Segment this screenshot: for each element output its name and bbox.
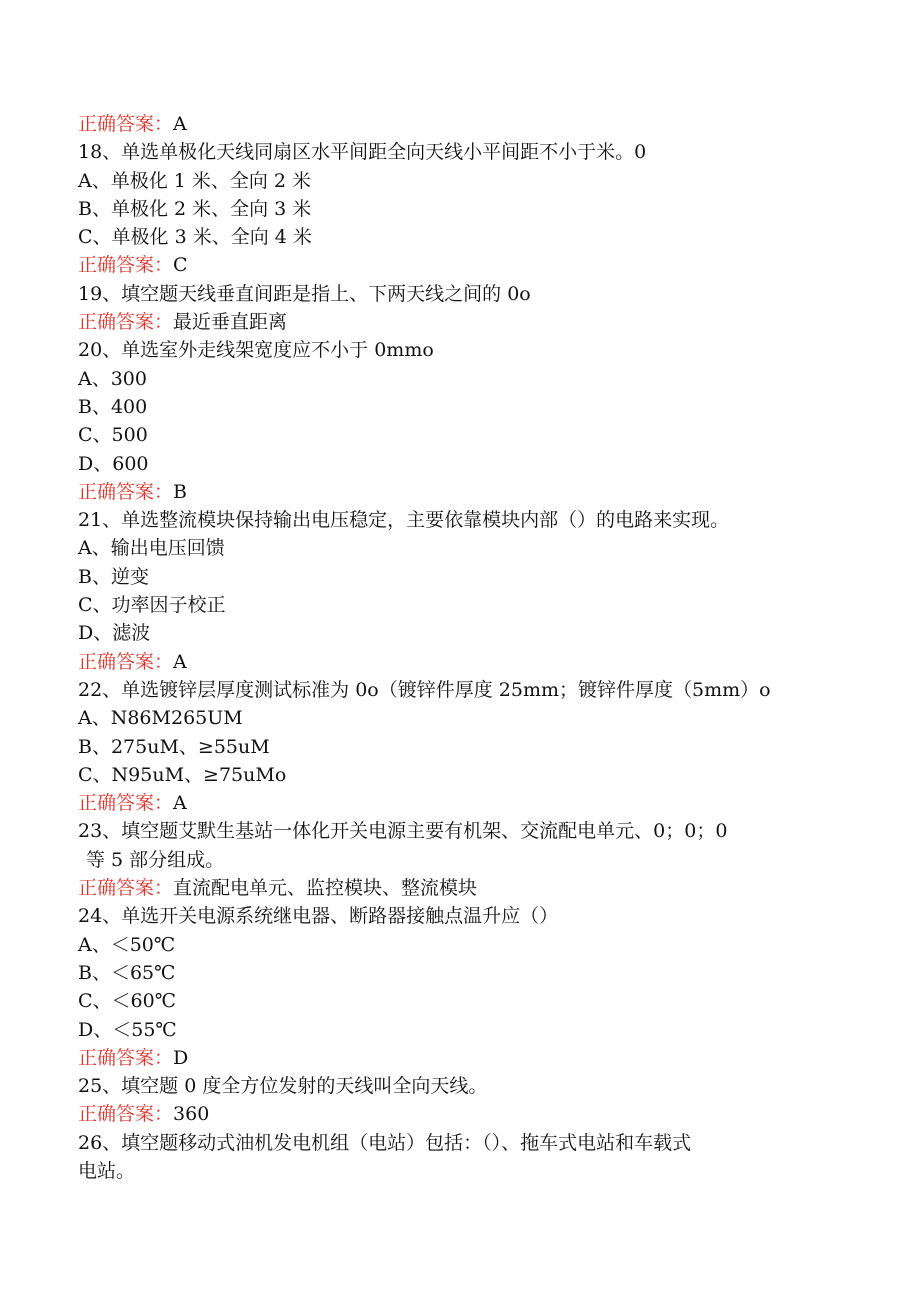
option-line: C、N95uM、≥75uMo <box>78 763 287 786</box>
answer-line <box>78 308 878 336</box>
answer-line <box>78 648 878 676</box>
answer-line <box>78 478 878 506</box>
question-line: 22、单选镀锌层厚度测试标准为 0o（镀锌件厚度 25mm；镀锌件厚度（5mm）o <box>78 678 771 701</box>
question-line: 24、单选开关电源系统继电器、断路器接触点温升应（） <box>78 905 559 928</box>
answer-value: 360 <box>173 1103 210 1126</box>
answer-label: 正确答案： <box>78 254 174 277</box>
answer-label: 正确答案： <box>78 1103 174 1126</box>
answer-value: 直流配电单元、监控模块、整流模块 <box>173 877 478 900</box>
option-line: A、＜50℃ <box>78 933 176 956</box>
answer-label: 正确答案： <box>78 792 174 815</box>
question-line: 25、填空题 0 度全方位发射的天线叫全向天线。 <box>78 1075 488 1098</box>
answer-line <box>78 874 878 902</box>
answer-label: 正确答案： <box>78 1046 174 1069</box>
answer-line <box>78 1044 878 1072</box>
option-line: A、300 <box>78 367 147 390</box>
answer-label: 正确答案： <box>78 650 174 673</box>
option-line: D、600 <box>78 452 149 475</box>
answer-value: C <box>173 254 188 277</box>
answer-value: 最近垂直距离 <box>173 311 288 334</box>
option-line: A、输出电压回馈 <box>78 537 225 560</box>
answer-value: A <box>173 113 187 135</box>
answer-line <box>78 251 878 279</box>
option-line: B、＜65℃ <box>78 961 176 984</box>
option-line: C、＜60℃ <box>78 990 176 1013</box>
option-line: A、单极化 1 米、全向 2 米 <box>78 169 312 192</box>
option-line: A、N86M265UM <box>78 707 243 730</box>
text-line: 等 5 部分组成。 <box>86 848 225 871</box>
answer-value: B <box>173 480 187 503</box>
option-line: B、275uM、≥55uM <box>78 735 270 758</box>
question-line: 20、单选室外走线架宽度应不小于 0mmo <box>78 339 434 362</box>
question-line: 19、填空题天线垂直间距是指上、下两天线之间的 0o <box>78 282 531 305</box>
option-line: D、＜55℃ <box>78 1018 177 1041</box>
answer-label: 正确答案： <box>78 113 174 135</box>
option-line: B、400 <box>78 395 148 418</box>
answer-label: 正确答案： <box>78 480 174 503</box>
option-line: D、滤波 <box>78 622 151 645</box>
question-line: 23、填空题艾默生基站一体化开关电源主要有机架、交流配电单元、0；0；0 <box>78 820 728 843</box>
option-line: C、500 <box>78 424 148 447</box>
answer-value: A <box>173 792 187 815</box>
question-line: 21、单选整流模块保持输出电压稳定，主要依靠模块内部（）的电路来实现。 <box>78 509 730 532</box>
option-line: C、单极化 3 米、全向 4 米 <box>78 226 312 249</box>
option-line: C、功率因子校正 <box>78 594 226 617</box>
answer-line <box>78 789 878 817</box>
answer-value: D <box>173 1046 189 1069</box>
answer-value: A <box>173 650 187 673</box>
question-line: 26、填空题移动式油机发电机组（电站）包括：（）、拖车式电站和车载式 <box>78 1131 692 1154</box>
option-line: B、逆变 <box>78 565 149 588</box>
answer-line <box>78 1100 878 1128</box>
question-line: 18、单选单极化天线同扇区水平间距全向天线小平间距不小于米。0 <box>78 141 647 164</box>
answer-line <box>78 110 878 138</box>
answer-label: 正确答案： <box>78 877 174 900</box>
option-line: B、单极化 2 米、全向 3 米 <box>78 197 312 220</box>
text-line: 电站。 <box>78 1159 136 1182</box>
answer-label: 正确答案： <box>78 311 174 334</box>
document-body <box>78 110 878 1185</box>
